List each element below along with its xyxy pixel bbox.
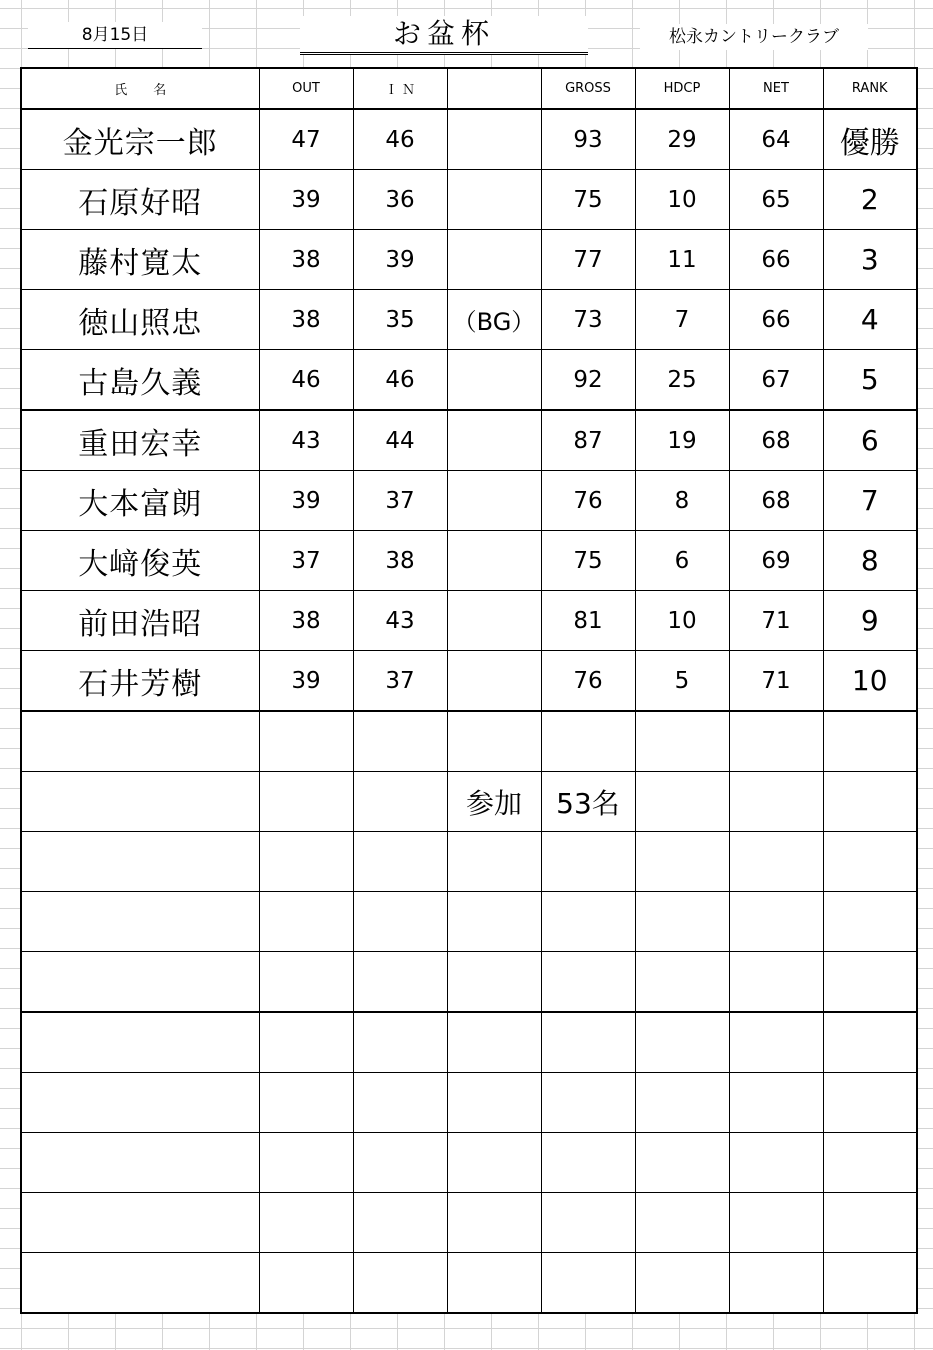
note-cell [447, 109, 541, 170]
player-name: 石井芳樹 [21, 651, 259, 712]
out-score: 38 [259, 230, 353, 290]
table-row [21, 591, 917, 651]
gross-score: 75 [541, 531, 635, 591]
empty-row [21, 832, 917, 892]
gross-score: 77 [541, 230, 635, 290]
out-score: 43 [259, 410, 353, 471]
out-score: 38 [259, 591, 353, 651]
table-row [21, 230, 917, 290]
net-score: 65 [729, 170, 823, 230]
table-row [21, 350, 917, 411]
hdcp-value: 10 [635, 170, 729, 230]
out-score: 46 [259, 350, 353, 411]
hdcp-value: 11 [635, 230, 729, 290]
table-row [21, 471, 917, 531]
column-header-net: NET [729, 68, 823, 109]
out-score: 37 [259, 531, 353, 591]
participants-count: 53名 [541, 772, 635, 832]
player-name: 大本富朗 [21, 471, 259, 531]
gross-score: 92 [541, 350, 635, 411]
rank-value: 10 [823, 651, 917, 712]
net-score: 67 [729, 350, 823, 411]
net-score: 68 [729, 410, 823, 471]
club-name: 松永カントリークラブ [640, 24, 868, 50]
column-header-out: OUT [259, 68, 353, 109]
empty-row [21, 952, 917, 1013]
note-cell [447, 531, 541, 591]
column-header-name: 氏 名 [21, 68, 259, 109]
gross-score: 76 [541, 651, 635, 712]
hdcp-value: 6 [635, 531, 729, 591]
empty-row [21, 711, 917, 772]
table-header-row [21, 68, 917, 109]
player-name: 徳山照忠 [21, 290, 259, 350]
participants-row [21, 772, 917, 832]
player-name: 重田宏幸 [21, 410, 259, 471]
gross-score: 81 [541, 591, 635, 651]
gross-score: 87 [541, 410, 635, 471]
in-score: 46 [353, 350, 447, 411]
net-score: 66 [729, 230, 823, 290]
table-row [21, 531, 917, 591]
player-name: 前田浩昭 [21, 591, 259, 651]
net-score: 69 [729, 531, 823, 591]
player-name: 藤村寛太 [21, 230, 259, 290]
rank-value: 優勝 [823, 109, 917, 170]
hdcp-value: 29 [635, 109, 729, 170]
net-score: 68 [729, 471, 823, 531]
note-cell [447, 471, 541, 531]
note-cell [447, 591, 541, 651]
player-name: 古島久義 [21, 350, 259, 411]
empty-row [21, 1012, 917, 1073]
gross-score: 93 [541, 109, 635, 170]
net-score: 66 [729, 290, 823, 350]
in-score: 44 [353, 410, 447, 471]
hdcp-value: 25 [635, 350, 729, 411]
rank-value: 8 [823, 531, 917, 591]
rank-value: 5 [823, 350, 917, 411]
note-cell: （BG） [447, 290, 541, 350]
gross-score: 76 [541, 471, 635, 531]
participants-label: 参加 [447, 772, 541, 832]
rank-value: 2 [823, 170, 917, 230]
in-score: 43 [353, 591, 447, 651]
empty-row [21, 1193, 917, 1253]
empty-row [21, 1133, 917, 1193]
gross-score: 73 [541, 290, 635, 350]
in-score: 35 [353, 290, 447, 350]
empty-row [21, 892, 917, 952]
hdcp-value: 19 [635, 410, 729, 471]
hdcp-value: 10 [635, 591, 729, 651]
out-score: 39 [259, 471, 353, 531]
player-name: 大﨑俊英 [21, 531, 259, 591]
table-row [21, 410, 917, 471]
empty-row [21, 1073, 917, 1133]
hdcp-value: 8 [635, 471, 729, 531]
column-header-hdcp: HDCP [635, 68, 729, 109]
column-header-gross: GROSS [541, 68, 635, 109]
in-score: 37 [353, 651, 447, 712]
note-cell [447, 410, 541, 471]
net-score: 64 [729, 109, 823, 170]
in-score: 39 [353, 230, 447, 290]
column-header-note [447, 68, 541, 109]
competition-title: お盆杯 [300, 16, 588, 55]
hdcp-value: 5 [635, 651, 729, 712]
player-name: 金光宗一郎 [21, 109, 259, 170]
table-row [21, 109, 917, 170]
out-score: 38 [259, 290, 353, 350]
in-score: 38 [353, 531, 447, 591]
out-score: 47 [259, 109, 353, 170]
gross-score: 75 [541, 170, 635, 230]
rank-value: 4 [823, 290, 917, 350]
empty-row [21, 1253, 917, 1314]
note-cell [447, 230, 541, 290]
player-name: 石原好昭 [21, 170, 259, 230]
note-cell [447, 170, 541, 230]
date-label: 8月15日 [28, 22, 202, 49]
out-score: 39 [259, 651, 353, 712]
net-score: 71 [729, 591, 823, 651]
table-row [21, 651, 917, 712]
rank-value: 9 [823, 591, 917, 651]
column-header-in: Ｉ Ｎ [353, 68, 447, 109]
net-score: 71 [729, 651, 823, 712]
column-header-rank: RANK [823, 68, 917, 109]
table-row [21, 170, 917, 230]
hdcp-value: 7 [635, 290, 729, 350]
in-score: 36 [353, 170, 447, 230]
in-score: 37 [353, 471, 447, 531]
note-cell [447, 651, 541, 712]
rank-value: 6 [823, 410, 917, 471]
results-table [20, 67, 918, 1314]
rank-value: 7 [823, 471, 917, 531]
table-row [21, 290, 917, 350]
out-score: 39 [259, 170, 353, 230]
rank-value: 3 [823, 230, 917, 290]
note-cell [447, 350, 541, 411]
in-score: 46 [353, 109, 447, 170]
